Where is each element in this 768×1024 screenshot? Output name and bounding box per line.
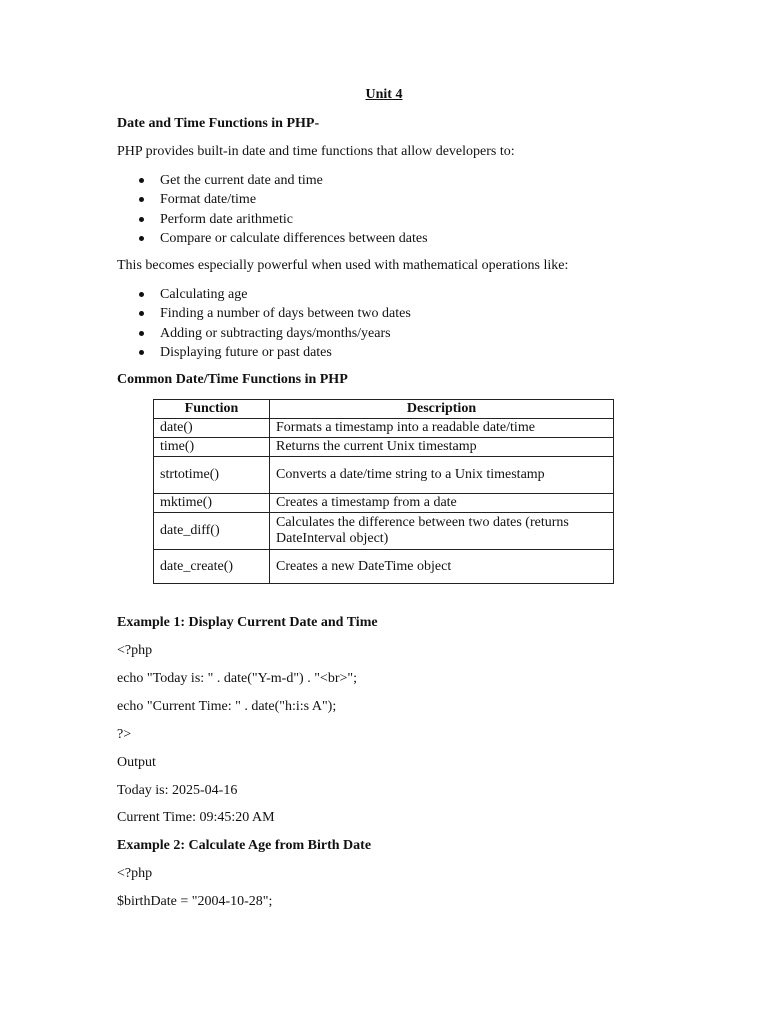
list-item: Get the current date and time <box>117 171 428 190</box>
description-cell: Creates a new DateTime object <box>270 550 614 584</box>
function-cell: date_diff() <box>154 513 270 550</box>
output-line: Today is: 2025-04-16 <box>117 783 238 798</box>
description-cell: Formats a timestamp into a readable date/time <box>270 419 614 438</box>
table-row <box>154 419 614 438</box>
description-cell: Calculates the difference between two dates (returns DateInterval object) <box>270 513 614 550</box>
list-item: Perform date arithmetic <box>117 210 428 229</box>
list-item: Format date/time <box>117 190 428 209</box>
table-row <box>154 438 614 457</box>
table-header-row <box>154 400 614 419</box>
description-cell: Returns the current Unix timestamp <box>270 438 614 457</box>
list-item: Compare or calculate differences between dates <box>117 229 428 248</box>
function-cell: time() <box>154 438 270 457</box>
code-line: echo "Current Time: " . date("h:i:s A"); <box>117 699 337 714</box>
example1-heading: Example 1: Display Current Date and Time <box>117 615 378 630</box>
table-row <box>154 513 614 550</box>
list-item: Adding or subtracting days/months/years <box>117 324 411 343</box>
capabilities-list <box>117 171 428 248</box>
table-row <box>154 457 614 494</box>
math-intro-paragraph: This becomes especially powerful when used with mathematical operations like: <box>117 258 569 273</box>
intro-paragraph: PHP provides built-in date and time functions that allow developers to: <box>117 144 515 159</box>
function-cell: strtotime() <box>154 457 270 494</box>
function-cell: mktime() <box>154 494 270 513</box>
list-item: Displaying future or past dates <box>117 343 411 362</box>
output-line: Current Time: 09:45:20 AM <box>117 810 275 825</box>
code-line: <?php <box>117 866 153 881</box>
functions-table <box>153 399 614 584</box>
column-header-function: Function <box>154 400 270 419</box>
unit-title: Unit 4 <box>365 87 403 102</box>
output-label: Output <box>117 755 156 770</box>
code-line: echo "Today is: " . date("Y-m-d") . "<br>"; <box>117 671 357 686</box>
example2-heading: Example 2: Calculate Age from Birth Date <box>117 838 372 853</box>
code-line: ?> <box>117 727 132 742</box>
section-heading: Date and Time Functions in PHP- <box>117 116 320 131</box>
table-row <box>154 494 614 513</box>
description-cell: Creates a timestamp from a date <box>270 494 614 513</box>
column-header-description: Description <box>270 400 614 419</box>
description-cell: Converts a date/time string to a Unix timestamp <box>270 457 614 494</box>
code-line: $birthDate = "2004-10-28"; <box>117 894 273 909</box>
function-cell: date_create() <box>154 550 270 584</box>
table-heading: Common Date/Time Functions in PHP <box>117 372 348 387</box>
list-item: Finding a number of days between two dates <box>117 304 411 323</box>
math-uses-list <box>117 285 411 362</box>
table-row <box>154 550 614 584</box>
function-cell: date() <box>154 419 270 438</box>
list-item: Calculating age <box>117 285 411 304</box>
code-line: <?php <box>117 643 153 658</box>
